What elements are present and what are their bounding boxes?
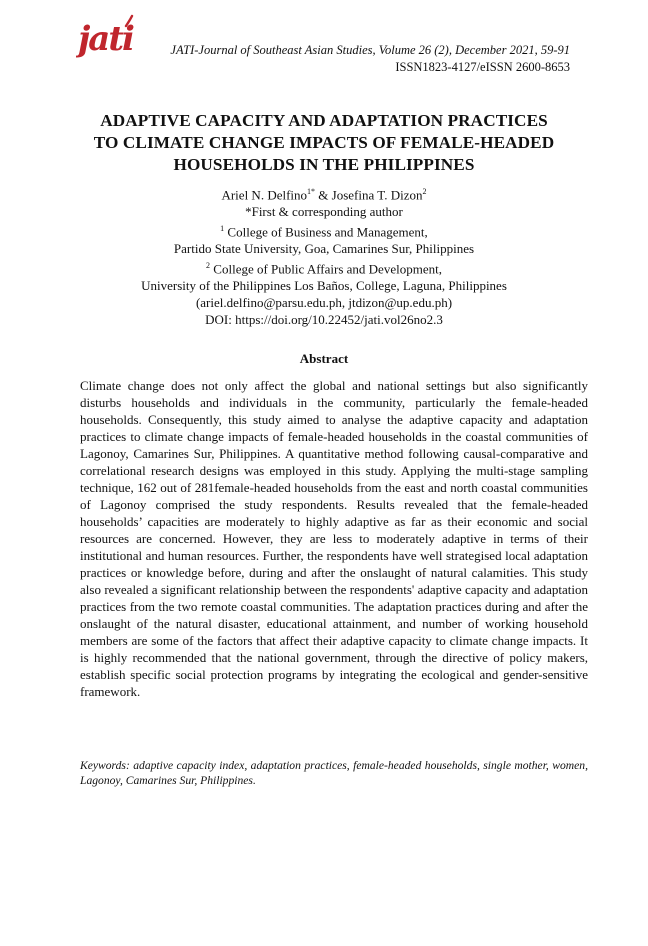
jati-logo-icon — [76, 14, 140, 64]
doi-line: DOI: https://doi.org/10.22452/jati.vol26no2.3 — [205, 311, 443, 327]
title-line-1: ADAPTIVE CAPACITY AND ADAPTATION PRACTICES — [100, 111, 548, 130]
affiliation-2-line-1 — [60, 258, 588, 278]
affiliation-1-mark: 1 — [220, 223, 225, 233]
author-1-mark: 1* — [307, 187, 316, 196]
abstract-heading: Abstract — [299, 351, 349, 366]
journal-name: JATI-Journal of Southeast Asian Studies, Volume 26 (2), December 2021, 59-91 — [170, 43, 570, 57]
affiliation-2-line-2: University of the Philippines Los Baños, College, Laguna, Philippines — [141, 277, 507, 293]
journal-issn: ISSN1823-4127/eISSN 2600-8653 — [395, 60, 570, 74]
affiliation-1-line-2: Partido State University, Goa, Camarines Sur, Philippines — [173, 241, 475, 257]
jati-logo — [76, 14, 140, 64]
logo-text: jati — [78, 19, 133, 59]
keywords: Keywords: adaptive capacity index, adaptation practices, female-headed households, single mother, women, Lagonoy, Camarines Sur, Philippines. — [80, 759, 588, 787]
corresponding-note: *First & corresponding author — [245, 204, 403, 220]
affiliation-2-mark: 2 — [206, 260, 211, 270]
author-line — [60, 184, 588, 204]
author-block — [60, 184, 588, 328]
author-2-name: Josefina T. Dizon — [331, 187, 423, 203]
abstract-text: Climate change does not only affect the global and national settings but also significantly disturbs households and individuals in the community, particularly the female-headed households. Consequently, this study aimed to analyse the adaptive capacity and adaptation practices to climate change impacts of female-headed households in the coastal communities of Lagonoy, Camarines Sur, Philippines. A quantitative method following causal-comparative and correlational research designs was employed in this study. Applying the multi-stage sampling technique, 162 out of 281female-headed households from the east and north coastal communities of Lagonoy comprised the study respondents. Results revealed that the female-headed households’ capacities are moderately to highly adaptive as far as their economic and social resources are concerned. However, they are less to moderately adaptive in terms of their institutional and human resources. Further, the respondents have well strategised local adaptation practices or knowledge before, during and after the onslaught of natural calamities. This study also revealed a significant relationship between the respondents' adaptive capacity and adaptation practices from the two remote coastal communities. The adaptation practices during and after the onslaught of the natural disaster, educational attainment, and number of working household members are some of the factors that affect their adaptive capacity to climate change impacts. It is highly recommended that the national government, through the directive of policy makers, establish specific social protection programs by integrating the ecological and gender-sensitive framework. — [80, 378, 588, 699]
author-1-name: Ariel N. Delfino — [221, 187, 308, 203]
journal-info — [170, 42, 570, 76]
author-emails: (ariel.delfino@parsu.edu.ph, jtdizon@up.edu.ph) — [195, 294, 453, 310]
affiliation-1-line-1 — [60, 221, 588, 241]
title-line-3: HOUSEHOLDS IN THE PHILIPPINES — [173, 155, 475, 174]
author-2-mark: 2 — [422, 187, 427, 196]
affiliation-1-text: College of Business and Management, — [224, 224, 428, 240]
affiliation-2-text: College of Public Affairs and Development, — [210, 261, 442, 277]
article-title — [60, 110, 588, 176]
author-separator: & — [315, 187, 332, 203]
title-line-2: TO CLIMATE CHANGE IMPACTS OF FEMALE-HEADED — [93, 133, 555, 152]
